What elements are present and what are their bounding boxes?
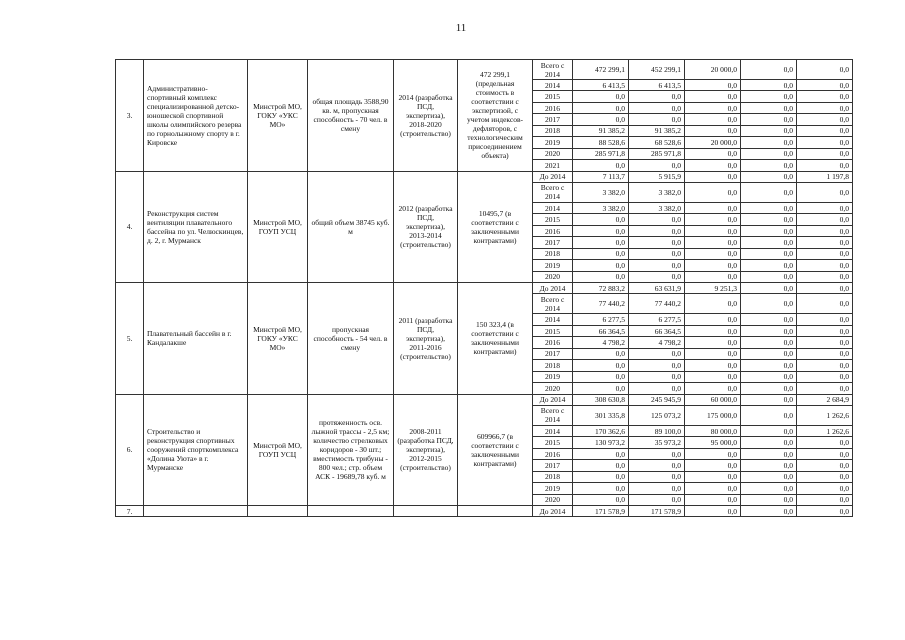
project-cost: 609966,7 (в соответствии с заключенными контрактами) bbox=[458, 394, 533, 506]
value-cell: 0,0 bbox=[629, 91, 685, 102]
value-cell: 0,0 bbox=[573, 471, 629, 482]
value-cell: 0,0 bbox=[741, 494, 797, 505]
project-number: 3. bbox=[116, 60, 144, 172]
year-cell: До 2014 bbox=[533, 171, 573, 182]
value-cell: 0,0 bbox=[741, 294, 797, 314]
value-cell: 0,0 bbox=[685, 371, 741, 382]
value-cell: 0,0 bbox=[741, 148, 797, 159]
value-cell: 0,0 bbox=[741, 91, 797, 102]
value-cell: 0,0 bbox=[797, 348, 853, 359]
value-cell: 0,0 bbox=[741, 160, 797, 171]
project-name: Административно-спортивный комплекс специализированной детско-юношеской спортивной школы олимпийского резерва по горнолыжному спорту в г. Кировске bbox=[144, 60, 248, 172]
value-cell: 91 385,2 bbox=[573, 125, 629, 136]
year-cell: 2017 bbox=[533, 348, 573, 359]
value-cell: 0,0 bbox=[573, 160, 629, 171]
value-cell: 0,0 bbox=[797, 60, 853, 80]
value-cell: 0,0 bbox=[741, 425, 797, 436]
value-cell: 0,0 bbox=[741, 171, 797, 182]
project-period: 2008-2011 (разработка ПСД, экспертиза), 2012-2015 (строительство) bbox=[394, 394, 458, 506]
year-cell: 2018 bbox=[533, 248, 573, 259]
project-number: 7. bbox=[116, 506, 144, 517]
value-cell: 0,0 bbox=[797, 202, 853, 213]
value-cell: 0,0 bbox=[685, 214, 741, 225]
value-cell: 68 528,6 bbox=[629, 137, 685, 148]
year-cell: 2016 bbox=[533, 448, 573, 459]
table-row bbox=[116, 506, 853, 517]
value-cell: 0,0 bbox=[741, 437, 797, 448]
value-cell: 0,0 bbox=[685, 91, 741, 102]
project-number: 6. bbox=[116, 394, 144, 506]
year-cell: Всего с 2014 bbox=[533, 182, 573, 202]
value-cell: 0,0 bbox=[741, 325, 797, 336]
value-cell: 0,0 bbox=[685, 314, 741, 325]
value-cell: 6 277,5 bbox=[573, 314, 629, 325]
value-cell: 0,0 bbox=[741, 371, 797, 382]
year-cell: До 2014 bbox=[533, 394, 573, 405]
project-customer: Минстрой МО, ГОУП УСЦ bbox=[248, 394, 308, 506]
year-cell: До 2014 bbox=[533, 506, 573, 517]
value-cell: 77 440,2 bbox=[629, 294, 685, 314]
year-cell: Всего с 2014 bbox=[533, 60, 573, 80]
year-cell: 2018 bbox=[533, 125, 573, 136]
value-cell: 0,0 bbox=[629, 214, 685, 225]
value-cell: 0,0 bbox=[685, 348, 741, 359]
value-cell: 0,0 bbox=[629, 471, 685, 482]
value-cell: 0,0 bbox=[797, 314, 853, 325]
value-cell: 63 631,9 bbox=[629, 283, 685, 294]
value-cell: 6 413,5 bbox=[573, 80, 629, 91]
year-cell: 2014 bbox=[533, 425, 573, 436]
project-cost bbox=[458, 506, 533, 517]
value-cell: 0,0 bbox=[573, 225, 629, 236]
value-cell: 0,0 bbox=[685, 506, 741, 517]
value-cell: 0,0 bbox=[685, 237, 741, 248]
table-row bbox=[116, 171, 853, 182]
project-capacity: общая площадь 3588,90 кв. м, пропускная способность - 70 чел. в смену bbox=[308, 60, 394, 172]
value-cell: 0,0 bbox=[797, 294, 853, 314]
value-cell: 0,0 bbox=[741, 460, 797, 471]
value-cell: 3 382,0 bbox=[573, 202, 629, 213]
project-capacity: пропускная способность - 54 чел. в смену bbox=[308, 283, 394, 395]
value-cell: 0,0 bbox=[685, 271, 741, 282]
value-cell: 0,0 bbox=[685, 171, 741, 182]
value-cell: 0,0 bbox=[573, 383, 629, 394]
year-cell: 2019 bbox=[533, 260, 573, 271]
value-cell: 0,0 bbox=[797, 137, 853, 148]
value-cell: 0,0 bbox=[685, 225, 741, 236]
table-row bbox=[116, 394, 853, 405]
year-cell: 2015 bbox=[533, 325, 573, 336]
value-cell: 0,0 bbox=[629, 260, 685, 271]
value-cell: 6 277,5 bbox=[629, 314, 685, 325]
value-cell: 0,0 bbox=[741, 405, 797, 425]
value-cell: 0,0 bbox=[797, 260, 853, 271]
value-cell: 125 073,2 bbox=[629, 405, 685, 425]
value-cell: 5 915,9 bbox=[629, 171, 685, 182]
year-cell: Всего с 2014 bbox=[533, 294, 573, 314]
year-cell: 2018 bbox=[533, 360, 573, 371]
value-cell: 66 364,5 bbox=[629, 325, 685, 336]
value-cell: 0,0 bbox=[573, 102, 629, 113]
value-cell: 0,0 bbox=[797, 148, 853, 159]
project-name: Плавательный бассейн в г. Кандалакше bbox=[144, 283, 248, 395]
value-cell: 0,0 bbox=[741, 248, 797, 259]
value-cell: 0,0 bbox=[797, 337, 853, 348]
value-cell: 0,0 bbox=[741, 260, 797, 271]
value-cell: 3 382,0 bbox=[629, 182, 685, 202]
value-cell: 0,0 bbox=[629, 225, 685, 236]
value-cell: 0,0 bbox=[573, 248, 629, 259]
value-cell: 2 684,9 bbox=[797, 394, 853, 405]
value-cell: 0,0 bbox=[797, 125, 853, 136]
value-cell: 0,0 bbox=[797, 225, 853, 236]
value-cell: 89 100,0 bbox=[629, 425, 685, 436]
page-number: 11 bbox=[455, 22, 467, 34]
value-cell: 77 440,2 bbox=[573, 294, 629, 314]
value-cell: 0,0 bbox=[685, 125, 741, 136]
value-cell: 0,0 bbox=[741, 283, 797, 294]
value-cell: 9 251,3 bbox=[685, 283, 741, 294]
year-cell: 2018 bbox=[533, 471, 573, 482]
table-row bbox=[116, 60, 853, 80]
project-number: 4. bbox=[116, 171, 144, 283]
value-cell: 0,0 bbox=[741, 114, 797, 125]
value-cell: 0,0 bbox=[797, 325, 853, 336]
value-cell: 452 299,1 bbox=[629, 60, 685, 80]
year-cell: 2016 bbox=[533, 225, 573, 236]
year-cell: 2020 bbox=[533, 383, 573, 394]
value-cell: 0,0 bbox=[797, 248, 853, 259]
value-cell: 0,0 bbox=[629, 102, 685, 113]
year-cell: 2015 bbox=[533, 214, 573, 225]
value-cell: 0,0 bbox=[741, 214, 797, 225]
value-cell: 0,0 bbox=[741, 182, 797, 202]
project-capacity bbox=[308, 506, 394, 517]
value-cell: 0,0 bbox=[629, 494, 685, 505]
value-cell: 0,0 bbox=[797, 471, 853, 482]
year-cell: 2014 bbox=[533, 314, 573, 325]
project-customer bbox=[248, 506, 308, 517]
value-cell: 0,0 bbox=[685, 483, 741, 494]
value-cell: 0,0 bbox=[797, 437, 853, 448]
value-cell: 95 000,0 bbox=[685, 437, 741, 448]
year-cell: 2020 bbox=[533, 148, 573, 159]
year-cell: 2015 bbox=[533, 437, 573, 448]
table-row bbox=[116, 283, 853, 294]
project-period: 2014 (разработка ПСД, экспертиза), 2018-2020 (строительство) bbox=[394, 60, 458, 172]
year-cell: 2017 bbox=[533, 460, 573, 471]
value-cell: 0,0 bbox=[741, 125, 797, 136]
value-cell: 0,0 bbox=[685, 114, 741, 125]
year-cell: 2016 bbox=[533, 102, 573, 113]
value-cell: 0,0 bbox=[741, 383, 797, 394]
project-cost: 150 323,4 (в соответствии с заключенными контрактами) bbox=[458, 283, 533, 395]
value-cell: 80 000,0 bbox=[685, 425, 741, 436]
value-cell: 0,0 bbox=[629, 383, 685, 394]
value-cell: 0,0 bbox=[685, 494, 741, 505]
value-cell: 0,0 bbox=[629, 360, 685, 371]
value-cell: 0,0 bbox=[573, 360, 629, 371]
value-cell: 0,0 bbox=[741, 483, 797, 494]
value-cell: 0,0 bbox=[797, 371, 853, 382]
value-cell: 0,0 bbox=[797, 271, 853, 282]
value-cell: 0,0 bbox=[685, 202, 741, 213]
value-cell: 0,0 bbox=[797, 91, 853, 102]
value-cell: 0,0 bbox=[629, 348, 685, 359]
value-cell: 170 362,6 bbox=[573, 425, 629, 436]
value-cell: 0,0 bbox=[797, 494, 853, 505]
year-cell: 2014 bbox=[533, 80, 573, 91]
value-cell: 0,0 bbox=[629, 160, 685, 171]
year-cell: 2015 bbox=[533, 91, 573, 102]
value-cell: 1 197,8 bbox=[797, 171, 853, 182]
year-cell: 2019 bbox=[533, 371, 573, 382]
value-cell: 0,0 bbox=[573, 271, 629, 282]
value-cell: 175 000,0 bbox=[685, 405, 741, 425]
project-customer: Минстрой МО, ГОКУ «УКС МО» bbox=[248, 60, 308, 172]
value-cell: 0,0 bbox=[629, 371, 685, 382]
value-cell: 0,0 bbox=[573, 483, 629, 494]
project-name bbox=[144, 506, 248, 517]
value-cell: 0,0 bbox=[685, 148, 741, 159]
project-name: Реконструкция систем вентиляции плавательного бассейна по ул. Челюскинцев, д. 2, г. Мурманск bbox=[144, 171, 248, 283]
value-cell: 0,0 bbox=[573, 348, 629, 359]
value-cell: 6 413,5 bbox=[629, 80, 685, 91]
value-cell: 0,0 bbox=[797, 360, 853, 371]
value-cell: 0,0 bbox=[741, 506, 797, 517]
year-cell: До 2014 bbox=[533, 283, 573, 294]
value-cell: 0,0 bbox=[629, 271, 685, 282]
value-cell: 0,0 bbox=[797, 114, 853, 125]
project-period: 2012 (разработка ПСД, экспертиза), 2013-2014 (строительство) bbox=[394, 171, 458, 283]
project-customer: Минстрой МО, ГОКУ «УКС МО» bbox=[248, 283, 308, 395]
project-number: 5. bbox=[116, 283, 144, 395]
value-cell: 4 798,2 bbox=[573, 337, 629, 348]
value-cell: 0,0 bbox=[685, 337, 741, 348]
value-cell: 0,0 bbox=[573, 448, 629, 459]
value-cell: 0,0 bbox=[685, 294, 741, 314]
value-cell: 0,0 bbox=[685, 471, 741, 482]
value-cell: 66 364,5 bbox=[573, 325, 629, 336]
value-cell: 0,0 bbox=[741, 348, 797, 359]
value-cell: 0,0 bbox=[685, 325, 741, 336]
value-cell: 0,0 bbox=[629, 483, 685, 494]
value-cell: 285 971,8 bbox=[573, 148, 629, 159]
value-cell: 0,0 bbox=[629, 237, 685, 248]
value-cell: 4 798,2 bbox=[629, 337, 685, 348]
value-cell: 0,0 bbox=[741, 237, 797, 248]
value-cell: 20 000,0 bbox=[685, 137, 741, 148]
value-cell: 0,0 bbox=[797, 160, 853, 171]
value-cell: 0,0 bbox=[573, 494, 629, 505]
value-cell: 0,0 bbox=[741, 471, 797, 482]
value-cell: 0,0 bbox=[573, 91, 629, 102]
value-cell: 0,0 bbox=[797, 283, 853, 294]
value-cell: 0,0 bbox=[685, 102, 741, 113]
value-cell: 7 113,7 bbox=[573, 171, 629, 182]
value-cell: 3 382,0 bbox=[573, 182, 629, 202]
value-cell: 0,0 bbox=[741, 448, 797, 459]
value-cell: 0,0 bbox=[797, 506, 853, 517]
value-cell: 301 335,8 bbox=[573, 405, 629, 425]
year-cell: 2017 bbox=[533, 114, 573, 125]
value-cell: 0,0 bbox=[741, 202, 797, 213]
year-cell: 2014 bbox=[533, 202, 573, 213]
value-cell: 0,0 bbox=[741, 337, 797, 348]
value-cell: 20 000,0 bbox=[685, 60, 741, 80]
value-cell: 0,0 bbox=[741, 80, 797, 91]
year-cell: 2016 bbox=[533, 337, 573, 348]
project-cost: 472 299,1 (предельная стоимость в соответствии с экспертизой, с учетом индексов-дефляторов, с технологическим присоединением объекта) bbox=[458, 60, 533, 172]
value-cell: 3 382,0 bbox=[629, 202, 685, 213]
year-cell: 2019 bbox=[533, 483, 573, 494]
value-cell: 0,0 bbox=[629, 114, 685, 125]
value-cell: 35 973,2 bbox=[629, 437, 685, 448]
value-cell: 0,0 bbox=[573, 214, 629, 225]
year-cell: 2021 bbox=[533, 160, 573, 171]
project-period bbox=[394, 506, 458, 517]
value-cell: 130 973,2 bbox=[573, 437, 629, 448]
value-cell: 1 262,6 bbox=[797, 425, 853, 436]
value-cell: 0,0 bbox=[629, 448, 685, 459]
value-cell: 0,0 bbox=[685, 383, 741, 394]
value-cell: 0,0 bbox=[741, 271, 797, 282]
value-cell: 91 385,2 bbox=[629, 125, 685, 136]
value-cell: 472 299,1 bbox=[573, 60, 629, 80]
project-capacity: протяженность осв. лыжной трассы - 2,5 км; количество стрелковых коридоров - 30 шт.; вместимость трибуны - 800 чел.; стр. объем АСК - 19689,78 куб. м bbox=[308, 394, 394, 506]
value-cell: 0,0 bbox=[573, 237, 629, 248]
value-cell: 0,0 bbox=[629, 460, 685, 471]
value-cell: 0,0 bbox=[685, 80, 741, 91]
value-cell: 0,0 bbox=[573, 260, 629, 271]
value-cell: 0,0 bbox=[797, 460, 853, 471]
investment-table bbox=[115, 59, 853, 517]
value-cell: 72 883,2 bbox=[573, 283, 629, 294]
value-cell: 0,0 bbox=[685, 248, 741, 259]
value-cell: 0,0 bbox=[797, 182, 853, 202]
value-cell: 0,0 bbox=[741, 137, 797, 148]
value-cell: 171 578,9 bbox=[629, 506, 685, 517]
value-cell: 308 630,8 bbox=[573, 394, 629, 405]
value-cell: 0,0 bbox=[685, 182, 741, 202]
value-cell: 0,0 bbox=[797, 80, 853, 91]
year-cell: 2020 bbox=[533, 271, 573, 282]
value-cell: 0,0 bbox=[741, 314, 797, 325]
value-cell: 0,0 bbox=[685, 260, 741, 271]
value-cell: 60 000,0 bbox=[685, 394, 741, 405]
value-cell: 245 945,9 bbox=[629, 394, 685, 405]
value-cell: 0,0 bbox=[741, 360, 797, 371]
value-cell: 0,0 bbox=[797, 237, 853, 248]
year-cell: Всего с 2014 bbox=[533, 405, 573, 425]
value-cell: 0,0 bbox=[685, 160, 741, 171]
value-cell: 0,0 bbox=[797, 448, 853, 459]
value-cell: 0,0 bbox=[685, 360, 741, 371]
value-cell: 0,0 bbox=[573, 371, 629, 382]
value-cell: 0,0 bbox=[741, 102, 797, 113]
value-cell: 285 971,8 bbox=[629, 148, 685, 159]
value-cell: 0,0 bbox=[573, 114, 629, 125]
value-cell: 0,0 bbox=[741, 225, 797, 236]
value-cell: 0,0 bbox=[741, 60, 797, 80]
value-cell: 0,0 bbox=[797, 102, 853, 113]
value-cell: 88 528,6 bbox=[573, 137, 629, 148]
value-cell: 0,0 bbox=[685, 460, 741, 471]
value-cell: 0,0 bbox=[797, 483, 853, 494]
value-cell: 0,0 bbox=[741, 394, 797, 405]
project-period: 2011 (разработка ПСД, экспертиза), 2011-2016 (строительство) bbox=[394, 283, 458, 395]
value-cell: 0,0 bbox=[573, 460, 629, 471]
year-cell: 2019 bbox=[533, 137, 573, 148]
value-cell: 0,0 bbox=[797, 214, 853, 225]
value-cell: 171 578,9 bbox=[573, 506, 629, 517]
value-cell: 0,0 bbox=[685, 448, 741, 459]
value-cell: 0,0 bbox=[629, 248, 685, 259]
year-cell: 2020 bbox=[533, 494, 573, 505]
value-cell: 1 262,6 bbox=[797, 405, 853, 425]
project-customer: Минстрой МО, ГОУП УСЦ bbox=[248, 171, 308, 283]
project-name: Строительство и реконструкция спортивных сооружений спорткомплекса «Долина Уюта» в г. Мурманске bbox=[144, 394, 248, 506]
project-capacity: общий объем 38745 куб. м bbox=[308, 171, 394, 283]
year-cell: 2017 bbox=[533, 237, 573, 248]
project-cost: 10495,7 (в соответствии с заключенными контрактами) bbox=[458, 171, 533, 283]
value-cell: 0,0 bbox=[797, 383, 853, 394]
